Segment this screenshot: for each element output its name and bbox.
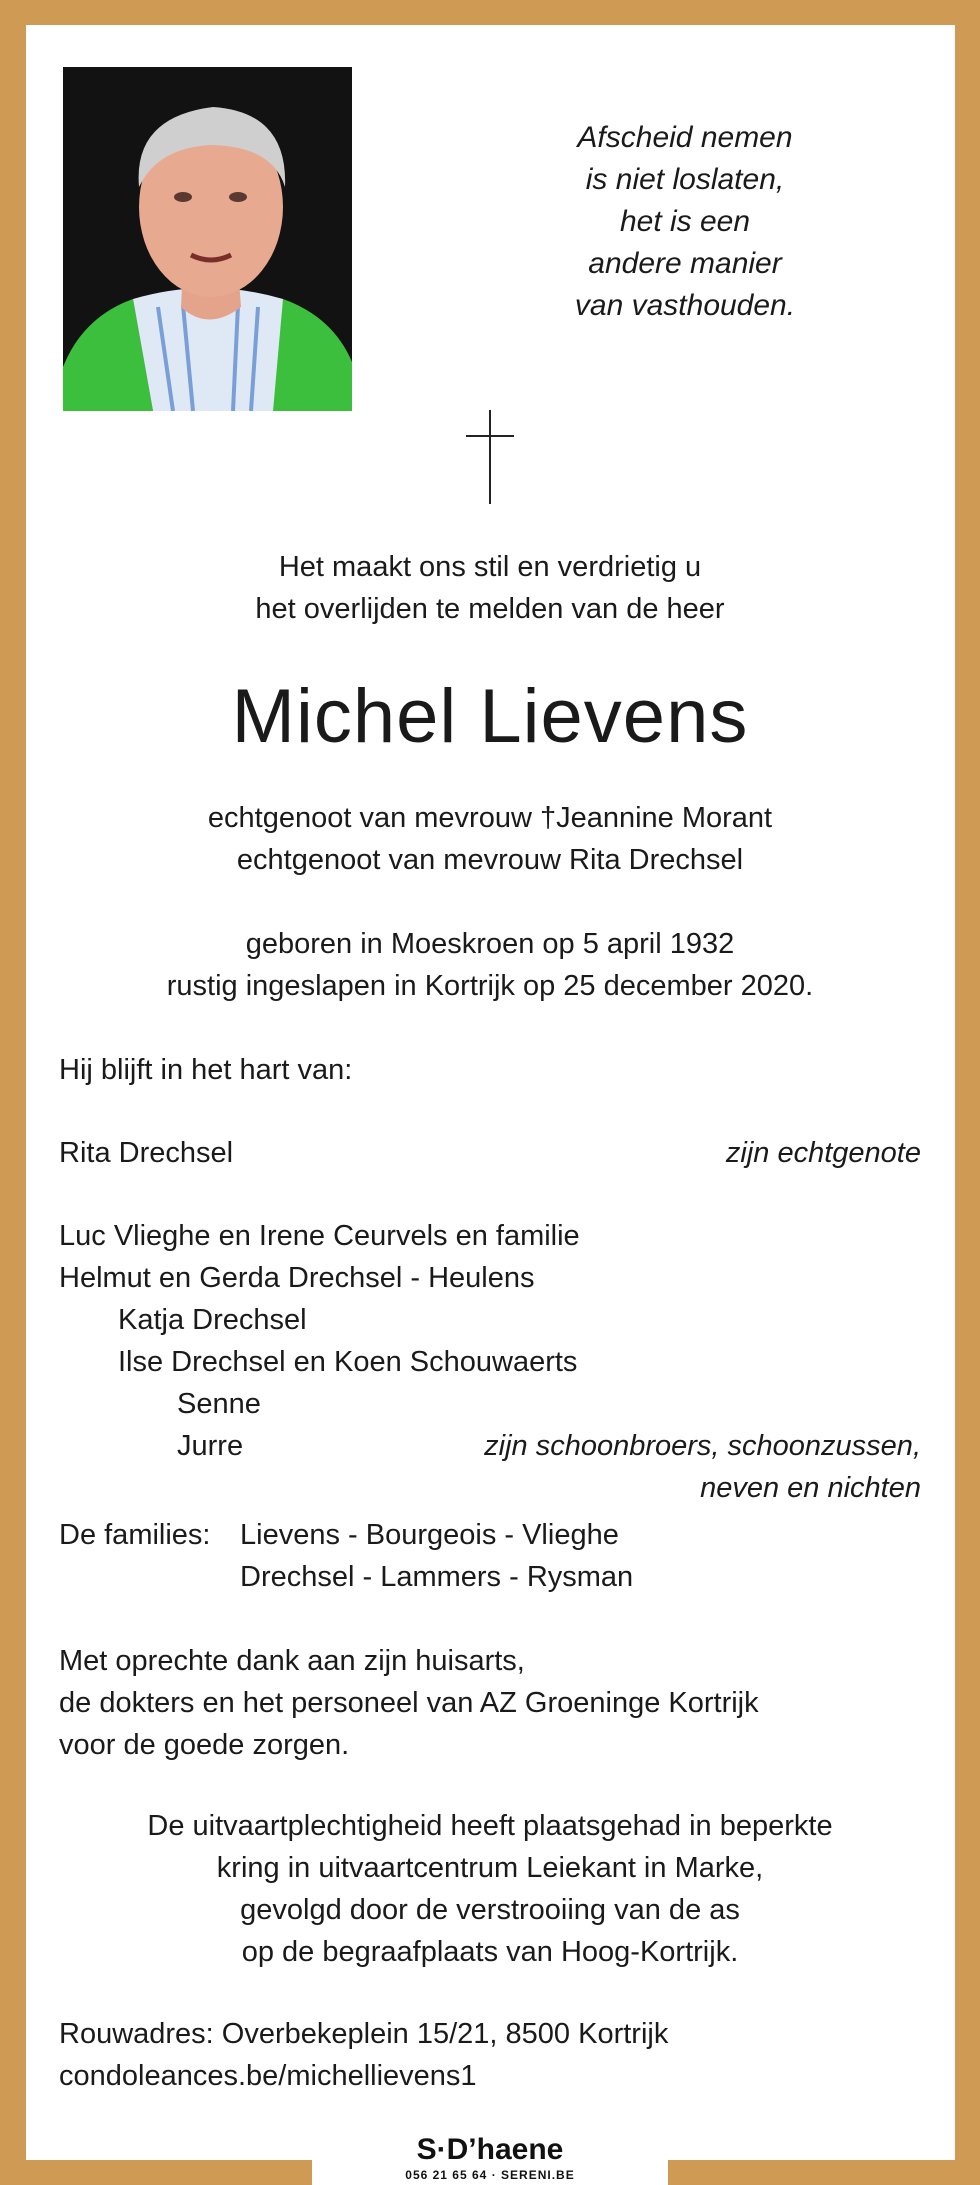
life-dates [40,923,940,1007]
spouses [40,797,940,881]
quote-line: Afscheid nemen [577,121,793,154]
ceremony-text [40,1805,940,1973]
thanks-line: voor de goede zorgen. [59,1729,350,1761]
quote-line: andere manier [588,247,782,280]
ceremony-line: op de begraafplaats van Hoog-Kortrijk. [241,1936,739,1968]
deceased-name: Michel Lievens [231,674,749,759]
birth-line: geboren in Moeskroen op 5 april 1932 [245,928,735,960]
footer-phone: 056 21 65 64 [405,2168,488,2182]
family-member: Katja Drechsel [118,1304,307,1336]
intro-line: het overlijden te melden van de heer [255,593,725,625]
condolence-website[interactable]: condoleances.be/michellievens1 [59,2060,477,2092]
members-role: zijn schoonbroers, schoonzussen, [484,1430,921,1462]
spouse-role: zijn echtgenote [725,1137,921,1169]
family-heading: Hij blijft in het hart van: [59,1054,353,1086]
ceremony-line: gevolgd door de verstrooiing van de as [240,1894,740,1926]
spouse-line: echtgenoot van mevrouw Rita Drechsel [236,844,744,876]
quote [480,117,890,327]
family-member: Jurre [177,1430,244,1462]
thanks-line: Met oprechte dank aan zijn huisarts, [59,1645,525,1677]
intro-text [40,546,940,630]
footer-site[interactable]: SERENI.BE [501,2168,575,2182]
members-role: neven en nichten [700,1472,921,1504]
footer-contact [312,2167,668,2183]
ceremony-line: De uitvaartplechtigheid heeft plaatsgehad in beperkte [147,1810,833,1842]
family-member: Ilse Drechsel en Koen Schouwaerts [118,1346,578,1378]
quote-line: het is een [619,205,751,238]
quote-line: is niet loslaten, [585,163,785,196]
funeral-home-logo: S·D’haene [416,2133,564,2166]
families-label: De families: [59,1519,211,1551]
cross-icon-bar [466,435,514,437]
families-line: Drechsel - Lammers - Rysman [240,1561,634,1593]
ceremony-line: kring in uitvaartcentrum Leiekant in Marke, [216,1852,764,1884]
spouse-name: Rita Drechsel [59,1137,234,1169]
quote-line: van vasthouden. [574,289,796,322]
family-member: Luc Vlieghe en Irene Ceurvels en familie [59,1220,580,1252]
cross-icon [489,410,491,504]
portrait-photo [63,67,352,411]
death-line: rustig ingeslapen in Kortrijk op 25 december 2020. [166,970,814,1002]
spouse-line: echtgenoot van mevrouw †Jeannine Morant [207,802,773,834]
family-member: Helmut en Gerda Drechsel - Heulens [59,1262,535,1294]
families-line: Lievens - Bourgeois - Vlieghe [240,1519,619,1551]
thanks-line: de dokters en het personeel van AZ Groeninge Kortrijk [59,1687,759,1719]
portrait-illustration [63,67,352,411]
footer-separator: · [491,2168,497,2182]
family-member: Senne [177,1388,261,1420]
intro-line: Het maakt ons stil en verdrietig u [278,551,702,583]
mourning-address: Rouwadres: Overbekeplein 15/21, 8500 Kortrijk [59,2018,669,2050]
